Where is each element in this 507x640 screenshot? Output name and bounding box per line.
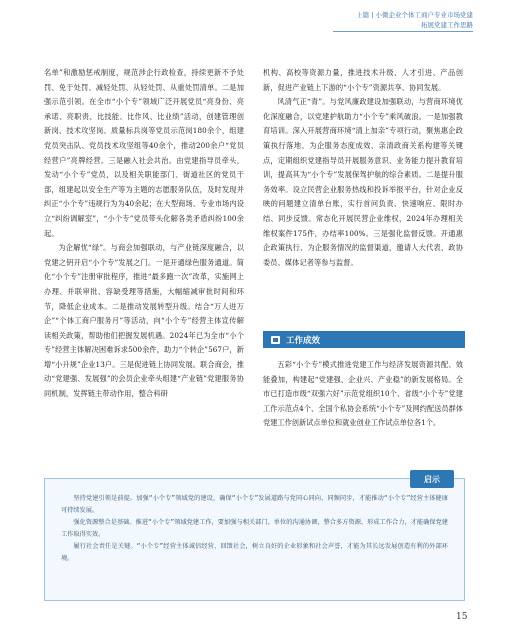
insight-tag: 启示 bbox=[410, 470, 454, 488]
header-chapter-title: 拓展党建工作思路 bbox=[421, 21, 473, 29]
results-column bbox=[263, 358, 463, 431]
paragraph: 风清气正“青”。与党风廉政建设加强联动，与营商环境优化深度融合，以党建护航助力“小个专”乘风破浪。一是加强教育培训。深入开展营商环境“清上加亲”专项行动，聚焦惠企政策执行落地、为企服务态度成效、亲清政商关系构建等关键点，定期组织党建指导员开展服务意识、业务能力提升教育培训，提高其为“小个专”发展保驾护航的综合素质。二是提升服务效率。设立民营企业服务热线和投诉举报平台，针对企业反映的问题建立清单台账，实行首问负责、快速响应、限时办结、同步反馈。常态化开展民营企业维权，2024年办理相关维权案件175件，办结率100%。三是强化监督反馈。开通惠企政策执行、为企服务情况的监督渠道，邀请人大代表、政协委员、媒体记者等参与监督。 bbox=[263, 97, 463, 267]
header-series-title: 上篇 | 小微企业个体工商户专业市场党建 bbox=[356, 11, 473, 19]
section-title: 工作成效 bbox=[286, 335, 321, 346]
insight-item: 履行社会责任是关键。“小个专”经营主体诚信经营、回馈社会，树立良好的企业形象和社会声誉，才能为其长远发展创造有利的外部环境。 bbox=[61, 543, 448, 562]
page-number: 15 bbox=[456, 612, 468, 622]
insight-item: 坚持党建引领是前提。加强“小个专”领域党的建设，确保“小个专”发展道路与党同心同向、同频同步，才能推动“小个专”经营主体健康可持续发展。 bbox=[61, 495, 448, 514]
right-column bbox=[263, 66, 463, 270]
paragraph: 五彩“小个专”模式推进党建工作与经济发展资源共配、效能叠加，构建起“党建强、企业兴、产业稳”的新发展格局。全市已打造市级“双强六好”示范党组织10个、省级“小个专”党建工作示范点4个、全国个私协会系统“小个专”及网约配送员群体党建工作创新试点单位和就业创业工作试点单位各1个。 bbox=[263, 360, 463, 428]
header-divider bbox=[333, 31, 473, 32]
paragraph: 为企解忧“绿”。与商会加强联动，与产业链深度融合，以党建之钥开启“小个专”发展之门。一是开通绿色服务通道。简化“小个专”注册审批程序，推进“最多跑一次”改革，实施网上办理、并联审批、容缺受理等措施，大幅缩减审批时间和环节，降低企业成本。二是推动发展转型升级。结合“万人进万企”“个体工商户服务月”等活动，向“小个专”经营主体宣传解读相关政策，帮助他们把握发展机遇。2024年已为全市“小个专”经营主体解决困难诉求500余件，助力“个转企”567户，新增“小升规”企业13户。三是促进链上协同发展。联合商会，推动“党建强、发展强”的会员企业牵头组建“产业链”党建服务协同机制，发挥链主带动作用，整合科研 bbox=[44, 243, 244, 399]
paragraph: 名单”和激励惩戒制度，规范涉企行政检查，持续更新不予处罚、免于处罚、减轻处罚、从轻处罚、从重处罚清单。二是加强示范引领。在全市“小个专”领域广泛开展党员“亮身份、亮承诺、亮职责、比技能、比作风、比业绩”活动，创建管理创新岗、技术攻坚岗、质量标兵岗等党员示范岗180余个，组建党员突击队、党员技术攻坚组等40余个，推动200余户“党员经营户”亮牌经营。三是融入社会共治。由党建指导员牵头，发动“小个专”党员，以及相关职能部门、街道社区的党员干部，组建起以安全生产等为主题的志愿服务队伍，及时发现并纠正“小个专”违规行为为40余起；在大型商场、专业市场内设立“纠纷调解室”，“小个专”党员带头化解各类矛盾纠纷100余起。 bbox=[44, 68, 244, 238]
paragraph: 机构、高校等资源力量，推进技术升级、人才引进、产品创新，促进产业链上下游的“小个专”资源共享、协同发展。 bbox=[263, 68, 463, 92]
section-square-icon bbox=[271, 336, 280, 344]
running-header bbox=[356, 10, 473, 30]
insight-box bbox=[44, 474, 465, 601]
insight-item: 强化资源整合是基础。推进“小个专”领域党建工作，要加强与相关部门、单位的沟通协调，整合多方资源、形成工作合力，才能确保党建工作取得实效。 bbox=[61, 519, 448, 538]
section-heading bbox=[263, 331, 465, 348]
left-column bbox=[44, 66, 244, 402]
